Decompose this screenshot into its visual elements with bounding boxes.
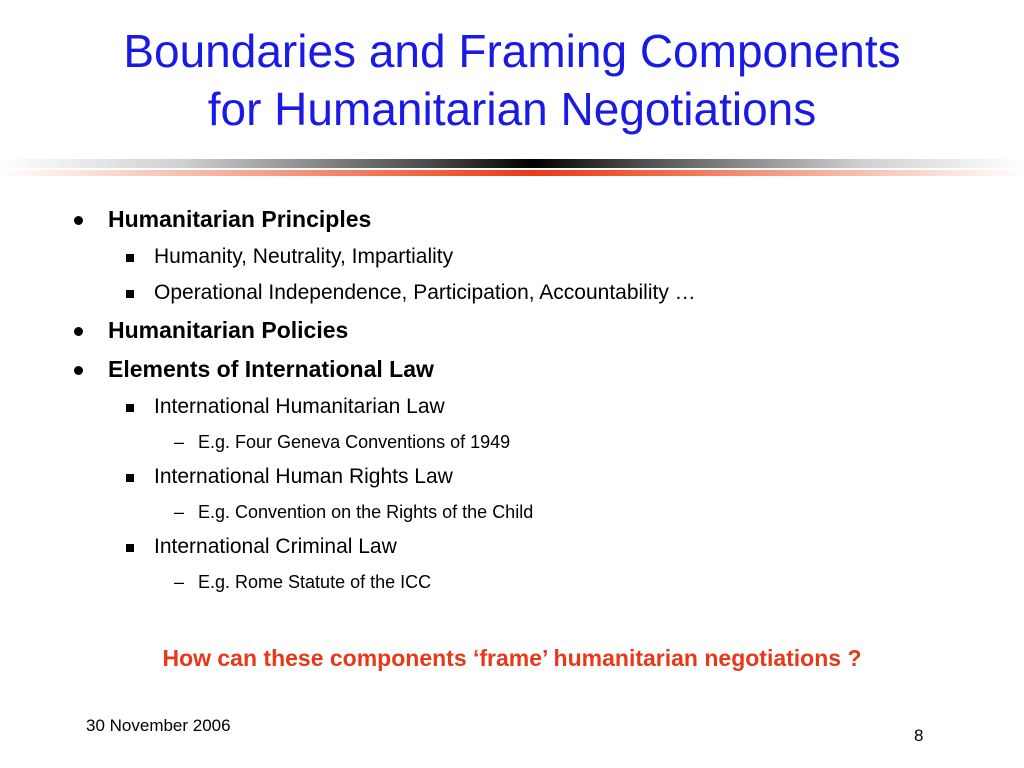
sub-sub-bullet-text: E.g. Convention on the Rights of the Child bbox=[198, 502, 534, 522]
title-divider-dark bbox=[0, 159, 1024, 168]
title-divider-red bbox=[0, 170, 1024, 176]
sub-sub-bullet-item bbox=[70, 495, 970, 529]
sub-bullet-item bbox=[70, 239, 970, 275]
bullet-text: Humanitarian Policies bbox=[108, 317, 349, 343]
round-bullet-icon bbox=[74, 327, 83, 336]
round-bullet-icon bbox=[74, 216, 83, 225]
bullet-list bbox=[70, 200, 970, 599]
slide-title-line-1: Boundaries and Framing Components bbox=[123, 25, 901, 77]
footer-date: 30 November 2006 bbox=[86, 716, 231, 735]
sub-bullet-item bbox=[70, 389, 970, 425]
slide-title-line-2: for Humanitarian Negotiations bbox=[207, 83, 817, 135]
square-bullet-icon bbox=[126, 404, 134, 412]
square-bullet-icon bbox=[126, 474, 134, 482]
sub-sub-bullet-item bbox=[70, 565, 970, 599]
bullet-item bbox=[70, 200, 970, 239]
framing-question: How can these components ‘frame’ humanitarian negotiations ? bbox=[162, 645, 862, 671]
sub-bullet-text: International Human Rights Law bbox=[154, 465, 453, 488]
dash-bullet-icon: – bbox=[174, 572, 185, 592]
sub-bullet-text: International Humanitarian Law bbox=[154, 395, 445, 418]
slide-title bbox=[40, 22, 984, 138]
square-bullet-icon bbox=[126, 544, 134, 552]
dash-bullet-icon: – bbox=[174, 502, 185, 522]
dash-bullet-icon: – bbox=[174, 432, 185, 452]
sub-bullet-item bbox=[70, 529, 970, 565]
square-bullet-icon bbox=[126, 290, 134, 298]
sub-sub-bullet-item bbox=[70, 425, 970, 459]
sub-bullet-item bbox=[70, 275, 970, 311]
round-bullet-icon bbox=[74, 366, 83, 375]
sub-bullet-item bbox=[70, 459, 970, 495]
sub-bullet-text: International Criminal Law bbox=[154, 535, 397, 558]
square-bullet-icon bbox=[126, 254, 134, 262]
bullet-text: Elements of International Law bbox=[108, 356, 434, 382]
page-number: 8 bbox=[914, 726, 924, 745]
sub-bullet-text: Operational Independence, Participation, Accountability … bbox=[154, 281, 696, 304]
sub-sub-bullet-text: E.g. Rome Statute of the ICC bbox=[198, 572, 432, 592]
sub-sub-bullet-text: E.g. Four Geneva Conventions of 1949 bbox=[198, 432, 511, 452]
bullet-item bbox=[70, 350, 970, 389]
sub-bullet-text: Humanity, Neutrality, Impartiality bbox=[154, 245, 454, 268]
bullet-text: Humanitarian Principles bbox=[108, 206, 372, 232]
bullet-item bbox=[70, 311, 970, 350]
